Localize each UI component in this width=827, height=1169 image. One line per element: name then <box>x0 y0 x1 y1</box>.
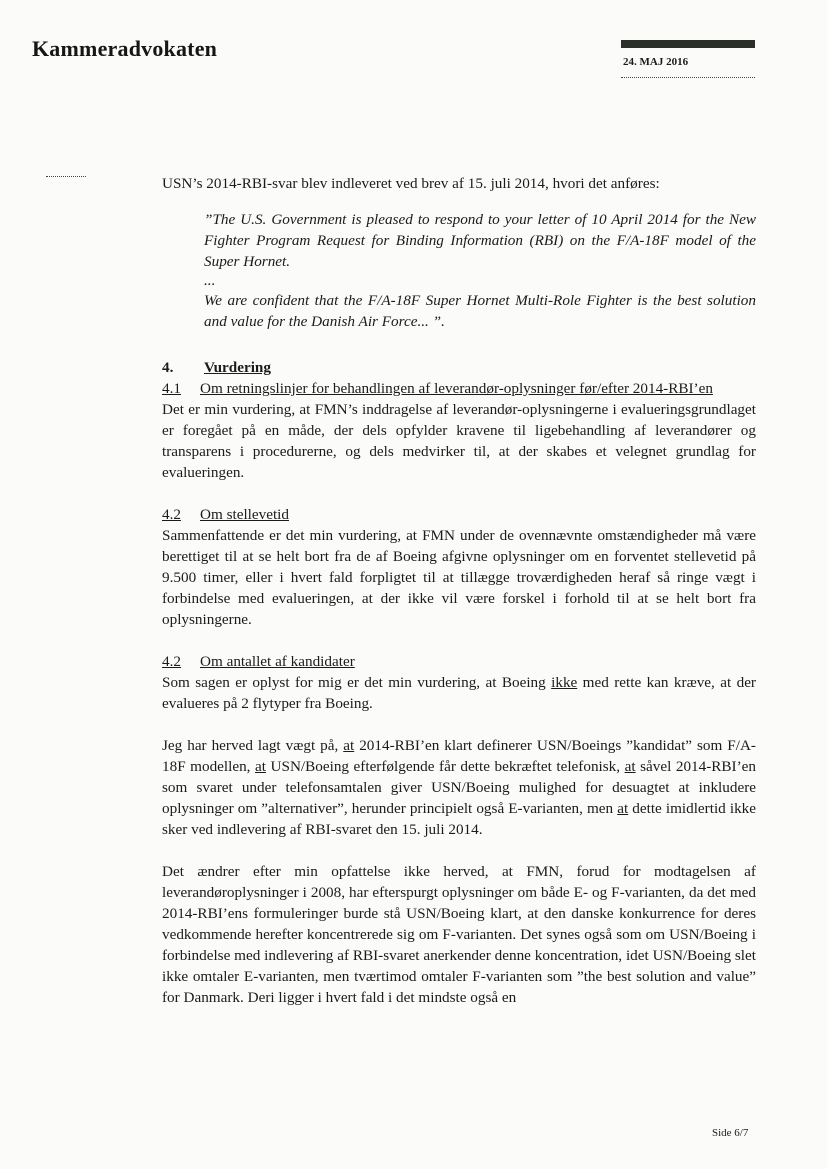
final-paragraph: Det ændrer efter min opfattelse ikke herved, at FMN, forud for modtagelsen af leverandøroplysninger i 2008, har efterspurgt oplysninger om både E- og F-varianten, da det med 2014-RBI’ens formuleringer burde stå USN/Boeing klart, at den danske konkurrence for deres vedkommende herefter koncentrerede sig om F-varianten. Det synes også som om USN/Boeing i forbindelse med indlevering af RBI-svaret anerkender denne koncentration, idet USN/Boeing slet ikke omtaler E-varianten, men tværtimod omtaler F-varianten som ”the best solution and value” for Danmark. Deri ligger i hvert fald i det mindste også en <box>162 863 756 1006</box>
firm-logo-text: Kammeradvokaten <box>32 36 218 61</box>
subsection-text: Det er min vurdering, at FMN’s inddragelse af leverandør-oplysningerne i evalueringsgrundlaget er foregået på en måde, der dels opfylder kravene til ligebehandling af leverandører og transparens i procedurerne, og dels medvirker til, at der skabes et velegnet grundlag for evalueringen. <box>162 401 756 481</box>
intro-paragraph: USN’s 2014-RBI-svar blev indleveret ved brev af 15. juli 2014, hvori det anføres: <box>162 175 660 192</box>
subsection-4-1 <box>162 378 756 483</box>
subsection-4-2-stellevetid <box>162 504 756 630</box>
emphasis: ikke <box>551 674 578 691</box>
subsection-title: Om stellevetid <box>200 506 289 523</box>
quote-part-1: ”The U.S. Government is pleased to respond to your letter of 10 April 2014 for the New Fighter Program Request for Binding Information (RBI) on the F/A-18F model of the Super Hornet. <box>204 211 756 270</box>
subsection-text: Som sagen er oplyst for mig er det min vurdering, at Boeing ikke med rette kan kræve, at der evalueres på 2 flytyper fra Boeing. <box>162 674 756 712</box>
quote-part-2: We are confident that the F/A-18F Super Hornet Multi-Role Fighter is the best solution and value for the Danish Air Force... ”. <box>204 292 756 330</box>
date-divider <box>621 77 755 78</box>
header-bar <box>621 40 755 48</box>
margin-mark <box>46 176 86 177</box>
subsection-title: Om retningslinjer for behandlingen af leverandør-oplysninger før/efter 2014-RBI’en <box>200 380 713 397</box>
subsection-number: 4.1 <box>162 380 181 397</box>
subsection-number: 4.2 <box>162 506 181 523</box>
section-number: 4. <box>162 359 174 376</box>
quote-ellipsis: ... <box>204 272 216 289</box>
section-heading <box>162 357 756 378</box>
page-number: Side 6/7 <box>712 1127 749 1139</box>
subsection-text: Sammenfattende er det min vurdering, at FMN under de ovennævnte omstændigheder må være berettiget til at se helt bort fra de af Boeing afgivne oplysninger om en forventet stellevetid på 9.500 timer, eller i hvert fald forpligtet til at tillægge troværdigheden heraf så ringe vægt i forbindelse med evalueringen, at der ikke vil være forskel i forhold til at se helt bort fra oplysningerne. <box>162 527 756 628</box>
subsection-4-2-kandidater <box>162 651 756 714</box>
weight-paragraph: Jeg har herved lagt vægt på, at 2014-RBI’en klart definerer USN/Boeings ”kandidat” som F/A-18F modellen, at USN/Boeing efterfølgende får dette bekræftet telefonisk, at såvel 2014-RBI’en som svaret under telefonsamtalen giver USN/Boeing mulighed for desuagtet at inkludere oplysninger om ”alternativer”, herunder principielt også E-varianten, men at dette imidlertid ikke sker ved indlevering af RBI-svaret den 15. juli 2014. <box>162 737 756 838</box>
subsection-title: Om antallet af kandidater <box>200 653 355 670</box>
quote-block <box>162 209 756 332</box>
section-title: Vurdering <box>204 359 271 376</box>
document-body <box>162 173 756 1008</box>
subsection-number: 4.2 <box>162 653 181 670</box>
document-date: 24. MAJ 2016 <box>623 56 689 68</box>
